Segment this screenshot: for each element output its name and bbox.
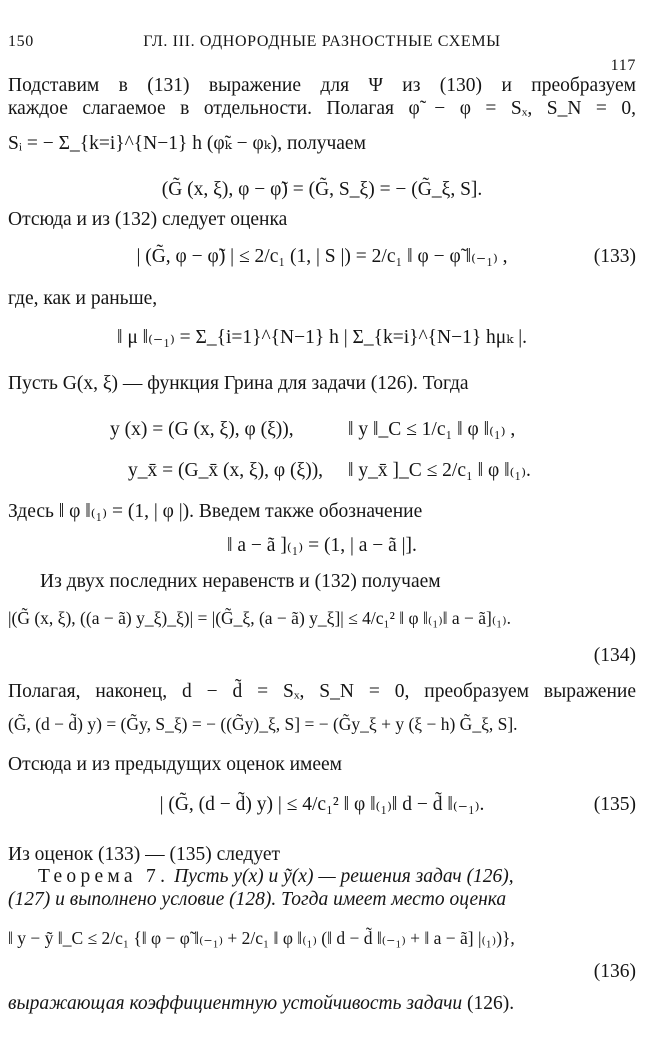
theorem-label: Теорема 7.	[38, 866, 170, 887]
text-line: Отсюда и из (132) следует оценка	[8, 209, 288, 230]
formula-line: ‖ y − ỹ ‖_C ≤ 2/c₁ {‖ φ − φ̃ ‖₍₋₁₎ + 2/c₁ ‖ φ ‖₍₁₎ (‖ d − d̃ ‖₍₋₁₎ + ‖ a − ã] |₍₁₎)},	[8, 928, 515, 948]
formula-line: Sᵢ = − Σ_{k=i}^{N−1} h (φ̃ₖ − φₖ), получаем	[8, 133, 366, 154]
text-line: Из двух последних неравенств и (132) получаем	[40, 571, 441, 592]
text-line: Пусть G(x, ξ) — функция Грина для задачи (126). Тогда	[8, 373, 469, 394]
running-title: ГЛ. III. ОДНОРОДНЫЕ РАЗНОСТНЫЕ СХЕМЫ	[143, 33, 501, 50]
theorem-text: (127) и выполнено условие (128). Тогда имеет место оценка	[8, 889, 507, 910]
equation-number: (134)	[593, 645, 636, 666]
formula-right: ‖ y_x̄ ]_C ≤ 2/c₁ ‖ φ ‖₍₁₎.	[348, 460, 531, 481]
formula-display: | (G̃, (d − d̃) y) | ≤ 4/c₁² ‖ φ ‖₍₁₎‖ d − d̃ ‖₍₋₁₎.	[159, 794, 485, 815]
text-line: Подставим в (131) выражение для Ψ из (130) и преобразуем	[8, 75, 636, 96]
formula-display: ‖ μ ‖₍₋₁₎ = Σ_{i=1}^{N−1} h | Σ_{k=i}^{N−1} hμₖ |.	[116, 327, 528, 348]
equation-135	[8, 793, 636, 817]
formula-display: ‖ a − ã ]₍₁₎ = (1, | a − ã |].	[227, 535, 417, 556]
formula-left: y_x̄ = (G_x̄ (x, ξ), φ (ξ)),	[128, 460, 324, 481]
page-number: 150	[8, 33, 34, 50]
formula-right: ‖ y ‖_C ≤ 1/c₁ ‖ φ ‖₍₁₎ ,	[348, 419, 516, 440]
running-header	[8, 30, 636, 74]
right-page-mark: 117	[610, 57, 636, 74]
theorem-text: выражающая коэффициентную устойчивость задачи	[8, 993, 463, 1014]
theorem-text: Пусть y(x) и ỹ(x) — решения задач (126),	[174, 866, 514, 887]
theorem-conclusion	[8, 992, 636, 1016]
text-line: Из оценок (133) — (135) следует	[8, 844, 281, 865]
formula-left: y (x) = (G (x, ξ), φ (ξ)),	[110, 419, 294, 440]
text-line: где, как и раньше,	[8, 288, 158, 309]
equation-133	[8, 245, 636, 269]
formula-line: |(G̃ (x, ξ), ((a − ã) y_ξ)_ξ)| = |(G̃_ξ, (a − ã) y_ξ]| ≤ 4/c₁² ‖ φ ‖₍₁₎‖ a − ã]₍₁₎.	[8, 608, 511, 628]
text-line: Отсюда и из предыдущих оценок имеем	[8, 754, 343, 775]
formula-line: (G̃, (d − d̃) y) = (G̃y, S_ξ) = − ((G̃y)_ξ, S] = − (G̃y_ξ + y (ξ − h) G̃_ξ, S].	[8, 714, 518, 734]
text-line: каждое слагаемое в отдельности. Полагая φ̃ − φ = Sₓ, S_N = 0,	[8, 98, 636, 119]
equation-number: (135)	[593, 794, 636, 815]
formula-display: (G̃ (x, ξ), φ − φ̃) = (G̃, S_ξ) = − (G̃_ξ, S].	[161, 179, 483, 200]
equation-reference: (126).	[467, 993, 515, 1014]
formula-display: | (G̃, φ − φ̃) | ≤ 2/c₁ (1, | S |) = 2/c₁ ‖ φ − φ̃ ‖₍₋₁₎ ,	[136, 246, 508, 267]
equation-number: (136)	[593, 961, 636, 982]
text-line: Полагая, наконец, d − d̃ = Sₓ, S_N = 0, преобразуем выражение	[8, 681, 636, 702]
equation-number: (133)	[593, 246, 636, 267]
theorem-line	[38, 865, 636, 889]
text-line: Здесь ‖ φ ‖₍₁₎ = (1, | φ |). Введем также обозначение	[8, 501, 423, 522]
